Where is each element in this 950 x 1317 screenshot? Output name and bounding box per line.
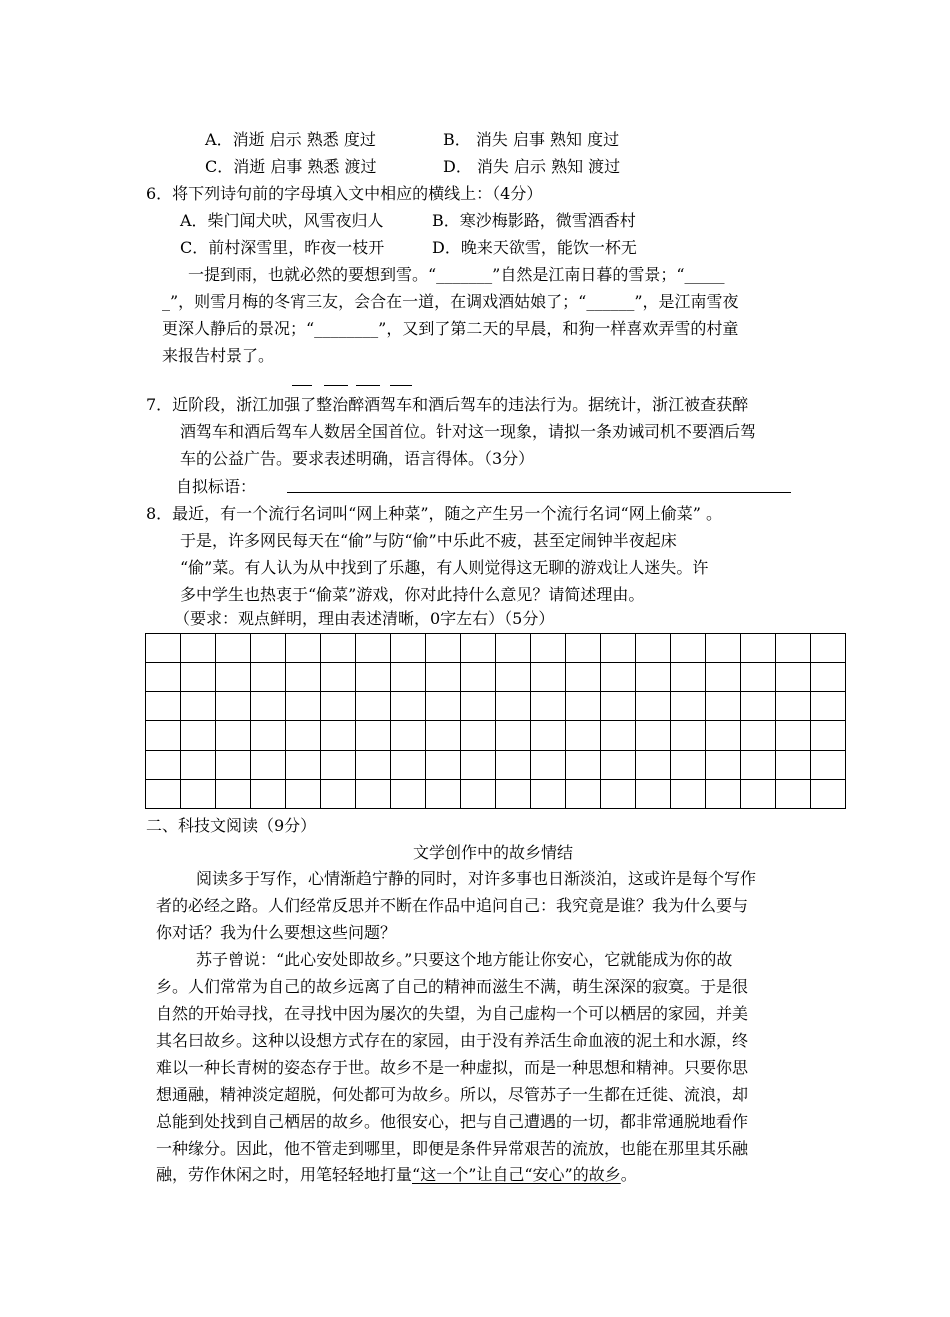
- grid-cell[interactable]: [496, 721, 531, 750]
- q6-option-c: C．前村深雪里，昨夜一枝开: [180, 238, 385, 257]
- grid-cell[interactable]: [356, 750, 391, 779]
- grid-cell[interactable]: [601, 634, 636, 663]
- grid-cell[interactable]: [426, 692, 461, 721]
- grid-cell[interactable]: [636, 663, 671, 692]
- grid-cell[interactable]: [811, 779, 846, 808]
- grid-cell[interactable]: [146, 721, 181, 750]
- writing-grid[interactable]: [145, 633, 846, 809]
- paragraph-1-line-1: 阅读多于写作，心情渐趋宁静的同时，对许多事也日渐淡泊，这或许是每个写作: [196, 869, 757, 888]
- grid-cell[interactable]: [531, 663, 566, 692]
- grid-cell[interactable]: [811, 750, 846, 779]
- grid-cell[interactable]: [741, 663, 776, 692]
- grid-cell[interactable]: [321, 721, 356, 750]
- grid-cell[interactable]: [216, 779, 251, 808]
- grid-cell[interactable]: [566, 634, 601, 663]
- q6-paragraph-line-3: 更深人静后的景况；“________”，又到了第二天的早晨，和狗一样喜欢弄雪的村童: [162, 319, 739, 338]
- grid-cell[interactable]: [811, 634, 846, 663]
- grid-cell[interactable]: [601, 692, 636, 721]
- grid-cell[interactable]: [391, 634, 426, 663]
- grid-cell[interactable]: [146, 779, 181, 808]
- grid-cell[interactable]: [426, 634, 461, 663]
- grid-cell[interactable]: [636, 779, 671, 808]
- grid-cell[interactable]: [181, 692, 216, 721]
- grid-cell[interactable]: [601, 779, 636, 808]
- grid-cell[interactable]: [146, 663, 181, 692]
- grid-cell[interactable]: [321, 663, 356, 692]
- grid-cell[interactable]: [391, 721, 426, 750]
- grid-cell[interactable]: [636, 721, 671, 750]
- q6-paragraph-line-4: 来报告村景了。: [162, 346, 275, 365]
- grid-cell[interactable]: [531, 750, 566, 779]
- q6-stem: 6．将下列诗句前的字母填入文中相应的横线上：（4分）: [146, 184, 543, 203]
- grid-cell[interactable]: [671, 692, 706, 721]
- slogan-answer-line[interactable]: [287, 492, 791, 493]
- grid-cell[interactable]: [461, 692, 496, 721]
- grid-cell[interactable]: [811, 721, 846, 750]
- grid-cell[interactable]: [461, 750, 496, 779]
- q6-option-row-2: [180, 237, 637, 259]
- q6-option-b: B．寒沙梅影路，微雪酒香村: [432, 211, 636, 230]
- grid-cell[interactable]: [531, 634, 566, 663]
- article-title: 文学创作中的故乡情结: [413, 843, 574, 862]
- grid-cell[interactable]: [566, 721, 601, 750]
- q8-line-3: “偷”菜。有人认为从中找到了乐趣，有人则觉得这无聊的游戏让人迷失。许: [180, 558, 709, 577]
- grid-cell[interactable]: [566, 779, 601, 808]
- grid-cell[interactable]: [776, 634, 811, 663]
- grid-cell[interactable]: [391, 692, 426, 721]
- grid-cell[interactable]: [776, 750, 811, 779]
- paragraph-2-line-1: 苏子曾说：“此心安处即故乡。”只要这个地方能让你安心，它就能成为你的故: [196, 950, 733, 969]
- grid-cell[interactable]: [251, 721, 286, 750]
- grid-cell[interactable]: [706, 692, 741, 721]
- grid-cell[interactable]: [391, 750, 426, 779]
- grid-cell[interactable]: [776, 692, 811, 721]
- grid-cell[interactable]: [146, 692, 181, 721]
- grid-cell[interactable]: [251, 663, 286, 692]
- grid-cell[interactable]: [706, 750, 741, 779]
- paragraph-2-line-7: 总能到处找到自己栖居的故乡。他很安心，把与自己遭遇的一切，都非常通脱地看作: [156, 1112, 749, 1131]
- grid-cell[interactable]: [356, 692, 391, 721]
- grid-cell[interactable]: [566, 692, 601, 721]
- grid-cell[interactable]: [776, 663, 811, 692]
- q8-line-4: 多中学生也热衷于“偷菜”游戏，你对此持什么意见？请简述理由。: [180, 585, 645, 604]
- paragraph-2-last-prefix: 融，劳作休闲之时，用笔轻轻地打量: [156, 1165, 413, 1184]
- grid-cell[interactable]: [391, 779, 426, 808]
- grid-cell[interactable]: [741, 750, 776, 779]
- paragraph-2-line-5: 难以一种长青树的姿态存于世。故乡不是一种虚拟，而是一种思想和精神。只要你思: [156, 1058, 749, 1077]
- grid-cell[interactable]: [286, 750, 321, 779]
- q8-line-2: 于是，许多网民每天在“偷”与防“偷”中乐此不疲，甚至定闹钟半夜起床: [180, 531, 677, 550]
- grid-cell[interactable]: [216, 663, 251, 692]
- grid-cell[interactable]: [426, 779, 461, 808]
- underlined-phrase: “这一个”让自己“安心”的故乡: [412, 1165, 621, 1184]
- q6-option-a: A．柴门闻犬吠，风雪夜归人: [180, 211, 384, 230]
- grid-cell[interactable]: [216, 750, 251, 779]
- grid-cell[interactable]: [461, 721, 496, 750]
- grid-cell[interactable]: [286, 692, 321, 721]
- answer-blank: [292, 385, 312, 386]
- grid-cell[interactable]: [181, 779, 216, 808]
- grid-cell[interactable]: [671, 634, 706, 663]
- grid-cell[interactable]: [706, 721, 741, 750]
- grid-cell[interactable]: [146, 634, 181, 663]
- grid-cell[interactable]: [426, 721, 461, 750]
- grid-row: [146, 634, 846, 663]
- answer-blank: [356, 385, 380, 386]
- grid-cell[interactable]: [391, 663, 426, 692]
- grid-cell[interactable]: [286, 721, 321, 750]
- grid-cell[interactable]: [636, 634, 671, 663]
- grid-cell[interactable]: [181, 663, 216, 692]
- grid-cell[interactable]: [671, 663, 706, 692]
- grid-cell[interactable]: [356, 779, 391, 808]
- grid-cell[interactable]: [461, 634, 496, 663]
- paragraph-2-line-2: 乡。人们常常为自己的故乡远离了自己的精神而滋生不满，萌生深深的寂寞。于是很: [156, 977, 749, 996]
- grid-cell[interactable]: [776, 721, 811, 750]
- q8-line-1: 8．最近，有一个流行名词叫“网上种菜”，随之产生另一个流行名词“网上偷菜” 。: [146, 504, 722, 523]
- grid-cell[interactable]: [811, 692, 846, 721]
- grid-cell[interactable]: [251, 750, 286, 779]
- grid-row: [146, 779, 846, 808]
- grid-row: [146, 721, 846, 750]
- grid-cell[interactable]: [636, 692, 671, 721]
- grid-cell[interactable]: [671, 750, 706, 779]
- grid-cell[interactable]: [461, 663, 496, 692]
- q5-option-row-1: [205, 129, 619, 151]
- grid-cell[interactable]: [531, 779, 566, 808]
- paragraph-2-line-8: 一种缘分。因此，他不管走到哪里，即便是条件异常艰苦的流放，也能在那里其乐融: [156, 1139, 749, 1158]
- grid-cell[interactable]: [496, 663, 531, 692]
- grid-cell[interactable]: [286, 779, 321, 808]
- grid-cell[interactable]: [741, 779, 776, 808]
- paragraph-1-line-3: 你对话？我为什么要想这些问题？: [156, 923, 397, 942]
- grid-cell[interactable]: [706, 779, 741, 808]
- grid-cell[interactable]: [706, 634, 741, 663]
- grid-cell[interactable]: [251, 634, 286, 663]
- grid-cell[interactable]: [741, 692, 776, 721]
- grid-cell[interactable]: [426, 663, 461, 692]
- q6-option-d: D．晚来天欲雪，能饮一杯无: [432, 238, 637, 257]
- grid-cell[interactable]: [251, 779, 286, 808]
- grid-cell[interactable]: [636, 750, 671, 779]
- grid-cell[interactable]: [531, 692, 566, 721]
- grid-cell[interactable]: [671, 721, 706, 750]
- grid-cell[interactable]: [181, 750, 216, 779]
- grid-cell[interactable]: [531, 721, 566, 750]
- paragraph-2-last-suffix: 。: [620, 1165, 637, 1184]
- grid-cell[interactable]: [321, 750, 356, 779]
- grid-row: [146, 692, 846, 721]
- grid-row: [146, 750, 846, 779]
- grid-cell[interactable]: [426, 750, 461, 779]
- grid-cell[interactable]: [321, 779, 356, 808]
- grid-cell[interactable]: [566, 663, 601, 692]
- paragraph-2-line-3: 自然的开始寻找，在寻找中因为屡次的失望，为自己虚构一个可以栖居的家园，并美: [156, 1004, 749, 1023]
- grid-cell[interactable]: [356, 663, 391, 692]
- grid-cell[interactable]: [776, 779, 811, 808]
- q7-slogan-label: 自拟标语：: [176, 477, 257, 496]
- q8-requirement: （要求：观点鲜明，理由表述清晰，0字左右）（5分）: [174, 609, 555, 628]
- q6-paragraph-line-2: _”，则雪月梅的冬宵三友，会合在一道，在调戏酒姑娘了；“______”，是江南雪夜: [162, 292, 739, 311]
- grid-cell[interactable]: [216, 692, 251, 721]
- grid-cell[interactable]: [181, 721, 216, 750]
- paragraph-2-line-4: 其名曰故乡。这种以设想方式存在的家园，由于没有养活生命血液的泥土和水源，终: [156, 1031, 749, 1050]
- q5-option-a: A．消逝 启示 熟悉 度过: [205, 130, 376, 149]
- paragraph-1-line-2: 者的必经之路。人们经常反思并不断在作品中追问自己：我究竟是谁？我为什么要与: [156, 896, 749, 915]
- grid-cell[interactable]: [496, 750, 531, 779]
- grid-cell[interactable]: [566, 750, 601, 779]
- grid-cell[interactable]: [601, 750, 636, 779]
- q5-option-row-2: [205, 156, 620, 178]
- grid-cell[interactable]: [496, 634, 531, 663]
- answer-blank: [324, 385, 348, 386]
- grid-cell[interactable]: [321, 634, 356, 663]
- section-heading: 二、科技文阅读（9分）: [146, 816, 317, 835]
- grid-cell[interactable]: [496, 692, 531, 721]
- grid-cell[interactable]: [286, 634, 321, 663]
- q5-option-c: C．消逝 启事 熟悉 渡过: [205, 157, 377, 176]
- q6-option-row-1: [180, 210, 636, 232]
- grid-cell[interactable]: [601, 721, 636, 750]
- paragraph-2-line-9: [156, 1164, 637, 1186]
- grid-cell[interactable]: [496, 779, 531, 808]
- q7-line-2: 酒驾车和酒后驾车人数居全国首位。针对这一现象，请拟一条劝诫司机不要酒后驾: [180, 422, 757, 441]
- q7-line-3: 车的公益广告。要求表述明确，语言得体。（3分）: [180, 449, 535, 468]
- grid-cell[interactable]: [356, 634, 391, 663]
- grid-cell[interactable]: [601, 663, 636, 692]
- grid-cell[interactable]: [811, 663, 846, 692]
- q7-line-1: 7．近阶段，浙江加强了整治醉酒驾车和酒后驾车的违法行为。据统计，浙江被查获醉: [146, 395, 749, 414]
- q5-option-b: B． 消失 启事 熟知 度过: [443, 130, 620, 149]
- grid-cell[interactable]: [741, 634, 776, 663]
- grid-cell[interactable]: [216, 634, 251, 663]
- grid-cell[interactable]: [671, 779, 706, 808]
- grid-cell[interactable]: [461, 779, 496, 808]
- grid-cell[interactable]: [251, 692, 286, 721]
- grid-cell[interactable]: [356, 721, 391, 750]
- paragraph-2-line-6: 想通融，精神淡定超脱，何处都可为故乡。所以，尽管苏子一生都在迁徙、流浪，却: [156, 1085, 749, 1104]
- grid-cell[interactable]: [321, 692, 356, 721]
- q5-option-d: D． 消失 启示 熟知 渡过: [443, 157, 621, 176]
- q6-paragraph-line-1: 一提到雨，也就必然的要想到雪。“_______”自然是江南日暮的雪景；“_____: [188, 265, 725, 284]
- grid-cell[interactable]: [181, 634, 216, 663]
- grid-cell[interactable]: [741, 721, 776, 750]
- grid-cell[interactable]: [146, 750, 181, 779]
- grid-row: [146, 663, 846, 692]
- grid-cell[interactable]: [286, 663, 321, 692]
- grid-cell[interactable]: [216, 721, 251, 750]
- answer-blank: [390, 385, 412, 386]
- grid-cell[interactable]: [706, 663, 741, 692]
